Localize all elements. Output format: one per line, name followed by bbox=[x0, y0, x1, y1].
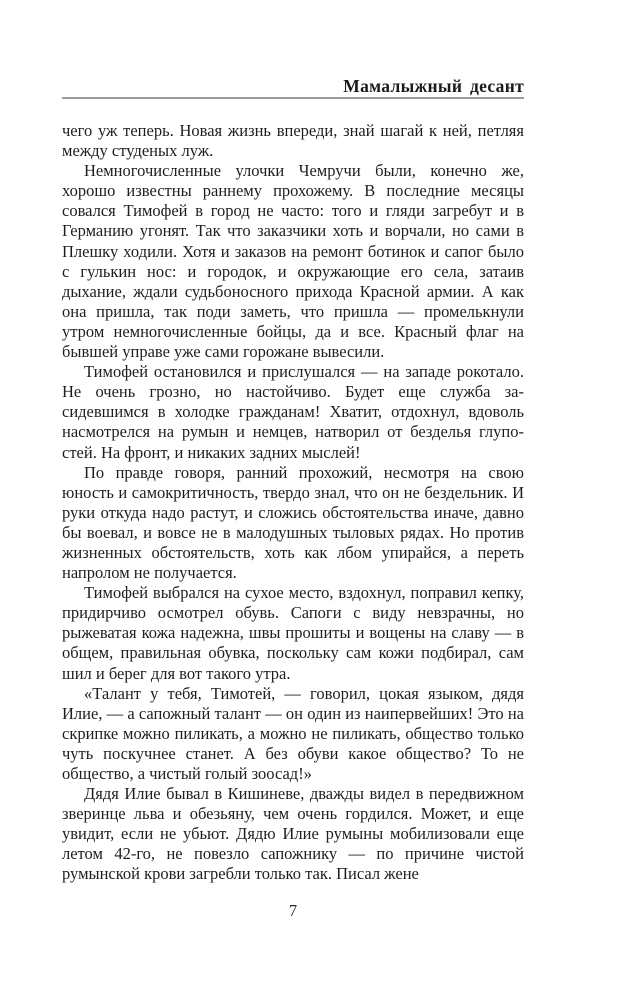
paragraph: По правде говоря, ранний прохожий, несмотря на свою юность и самокритичность, твердо знал, что он не бездельник. И руки откуда надо растут, и сложись обстоятельства иначе, давно бы воевал, и вовсе не в малодушных тыловых рядах. Но против жизненных обстоятельств, хоть как лбом упирайся, а переть напролом не получается. bbox=[62, 462, 524, 583]
paragraph: Немногочисленные улочки Чемручи были, конечно же, хорошо известны раннему прохожему. В последние месяцы совался Тимофей в город не часто: того и гляди загребут и в Германию угонят. Так что заказчики хоть и ворчали, но сами в Плешку ходили. Хотя и заказов на ремонт ботинок и сапог было с гулькин нос: и городок, и окружающие его села, затаив дыхание, ждали судьбоносного прихода Красной армии. А как она пришла, так поди заметь, что пришла — промелькнули утром немногочисленные бойцы, да и все. Красный флаг на бывшей управе уже сами горожане вывесили. bbox=[62, 161, 524, 362]
paragraph: «Талант у тебя, Тимотей, — говорил, цокая языком, дядя Илие, — а сапожный талант — он один из наипервейших! Это на скрипке можно пиликать, а можно не пиликать, общество только чуть поскучнее станет. А без обуви какое общество? То не общество, а чистый голый зоосад!» bbox=[62, 683, 524, 783]
header-rule bbox=[62, 97, 524, 99]
paragraph: Тимофей остановился и прислушался — на западе рокотало. Не очень грозно, но настойчиво. Будет еще служба засидевшимся в холодке гражданам! Хватит, отдохнул, вдоволь насмотрелся на румын и немцев, натворил от безделья глупостей. На фронт, и никаких задних мыслей! bbox=[62, 362, 524, 462]
running-head: Мамалыжный десант bbox=[343, 76, 524, 96]
paragraph: Дядя Илие бывал в Кишиневе, дважды видел в передвижном зверинце льва и обезьяну, чем очень гордился. Может, и еще увидит, если не убьют. Дядю Илие румыны мобилизовали еще летом 42-го, не повезло сапожнику — по причине чистой румынской крови загребли только так. Писал жене bbox=[62, 784, 524, 884]
paragraph: чего уж теперь. Новая жизнь впереди, знай шагай к ней, петляя между студеных луж. bbox=[62, 121, 524, 161]
page-number: 7 bbox=[288, 901, 298, 920]
body-text bbox=[62, 121, 524, 885]
paragraph: Тимофей выбрался на сухое место, вздохнул, поправил кепку, придирчиво осмотрел обувь. Сапоги с виду невзрачны, но рыжеватая кожа надежна, швы прошиты и вощены на славу — в общем, правильная обувка, поскольку сам кожи подбирал, сам шил и берег для вот такого утра. bbox=[62, 583, 524, 683]
